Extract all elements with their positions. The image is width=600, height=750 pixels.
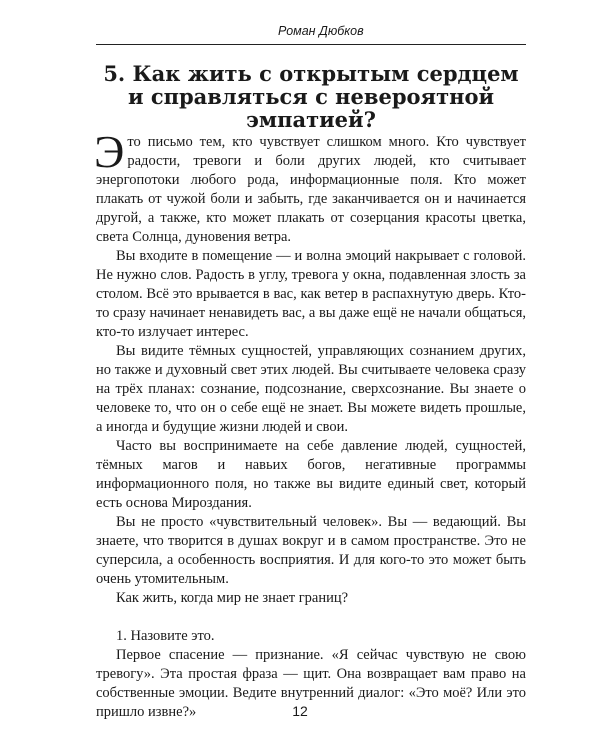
paragraph-1-text: то письмо тем, кто чувствует слишком много. Кто чувствует радости, тревоги и боли других людей, кто считывает энергопотоки любого рода, информационные поля. Кто может плакать от чужой боли и забыть, где заканчивается он и начинается другой, а также, кто может плакать от созерцания красоты цветка, света Солнца, дуновения ветра. [96,134,526,245]
drop-cap: Э [94,126,125,177]
paragraph-1 [94,126,526,247]
paragraph-5: Вы не просто «чувствительный человек». Вы — ведающий. Вы знаете, что творится в душах вокруг и в самом пространстве. Это не суперсила, а особенность восприятия. И для кого-то это может быть очень утомительным. [96,514,526,587]
running-header [96,22,526,45]
body-text [94,126,526,722]
page-number: 12 [292,703,308,719]
paragraph-4: Часто вы воспринимаете на себе давление людей, сущностей, тёмных магов и навьих богов, негативные программы информационного поля, но также вы видите единый свет, который есть основа Мироздания. [96,438,526,511]
paragraph-6: Как жить, когда мир не знает границ? [116,590,349,606]
chapter-title-line-2: и справляться с невероятной [127,84,495,109]
paragraph-2: Вы входите в помещение — и волна эмоций накрывает с головой. Не нужно слов. Радость в углу, тревога у окна, подавленная злость за столом. Всё это врывается в вас, как ветер в распахнутую дверь. Кто-то сразу начинает ненавидеть вас, а вы даже ещё не начали общаться, кто-то излучает интерес. [96,248,526,340]
list-item-1-heading: 1. Назовите это. [116,628,215,644]
chapter-title-line-3: эмпатией? [246,107,376,132]
paragraph-3: Вы видите тёмных сущностей, управляющих сознанием других, но также и духовный свет этих людей. Вы считываете человека сразу на трёх планах: сознание, подсознание, сверхсознание. Вы знаете о человеке то, что он о себе ещё не знает. Вы можете видеть прошлые, а иногда и будущие жизни людей и свои. [96,343,526,435]
running-header-author: Роман Дюбков [278,24,364,38]
chapter-title-line-1: 5. Как жить с открытым сердцем [103,61,519,86]
paragraph-8: Первое спасение — признание. «Я сейчас чувствую не свою тревогу». Эта простая фраза — щит. Она возвращает вам право на собственные эмоции. Ведите внутренний диалог: «Это моё? Или это пришло извне?» [96,647,526,720]
chapter-title [96,62,526,131]
